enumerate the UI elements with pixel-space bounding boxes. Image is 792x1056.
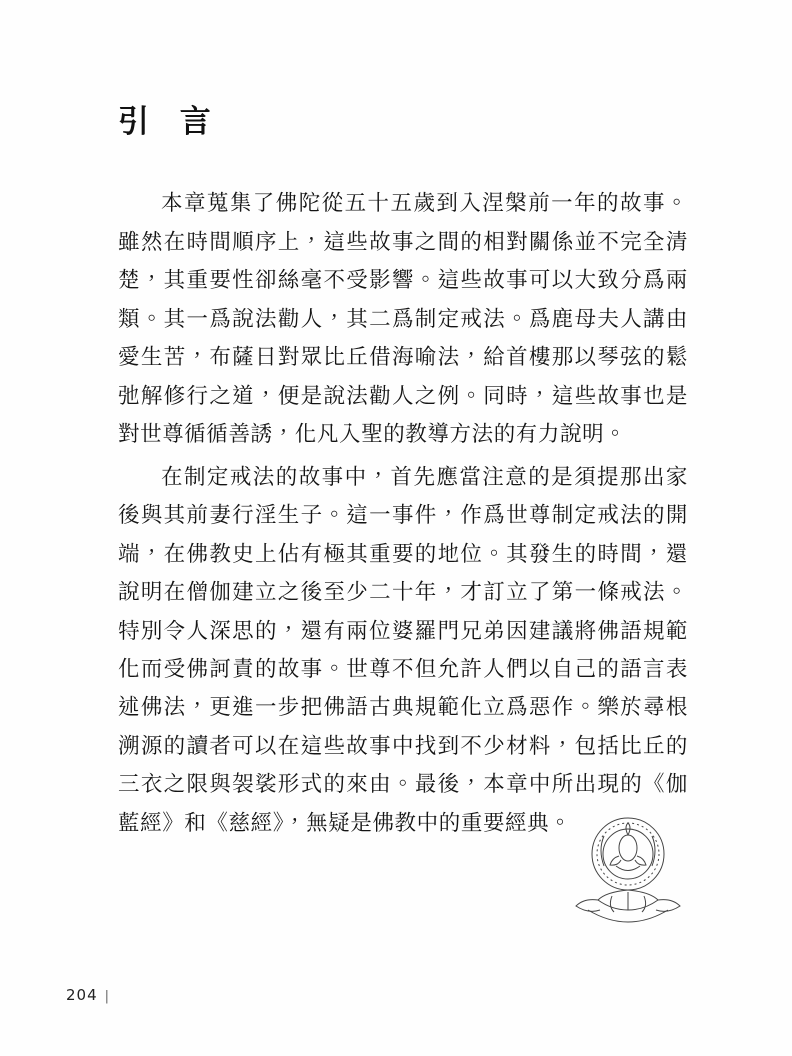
page-title: 引 言	[118, 104, 221, 140]
lotus-buddha-emblem-icon	[568, 796, 688, 936]
page-content	[118, 104, 688, 847]
page-number-mark: |	[104, 989, 111, 1004]
body-paragraph-1: 本章蒐集了佛陀從五十五歲到入涅槃前一年的故事。雖然在時間順序上，這些故事之間的相對關係並不完全清楚，其重要性卻絲毫不受影響。這些故事可以大致分爲兩類。其一爲說法勸人，其二爲制定戒法。爲鹿母夫人講由愛生苦，布薩日對眾比丘借海喻法，給首樓那以琴弦的鬆弛解修行之道，便是說法勸人之例。同時，這些故事也是對世尊循循善誘，化凡入聖的教導方法的有力說明。	[118, 191, 688, 448]
page-number: 204	[66, 986, 98, 1004]
body-paragraph-2: 在制定戒法的故事中，首先應當注意的是須提那出家後與其前妻行淫生子。這一事件，作爲世尊制定戒法的開端，在佛教史上佔有極其重要的地位。其發生的時間，還說明在僧伽建立之後至少二十年，才訂立了第一條戒法。特別令人深思的，還有兩位婆羅門兄弟因建議將佛語規範化而受佛訶責的故事。世尊不但允許人們以自己的語言表述佛法，更進一步把佛語古典規範化立爲惡作。樂於尋根溯源的讀者可以在這些故事中找到不少材料，包括比丘的三衣之限與袈裟形式的來由。最後，本章中所出現的《伽藍經》和《慈經》，無疑是佛教中的重要經典。	[118, 464, 688, 836]
page-footer	[66, 986, 110, 1004]
